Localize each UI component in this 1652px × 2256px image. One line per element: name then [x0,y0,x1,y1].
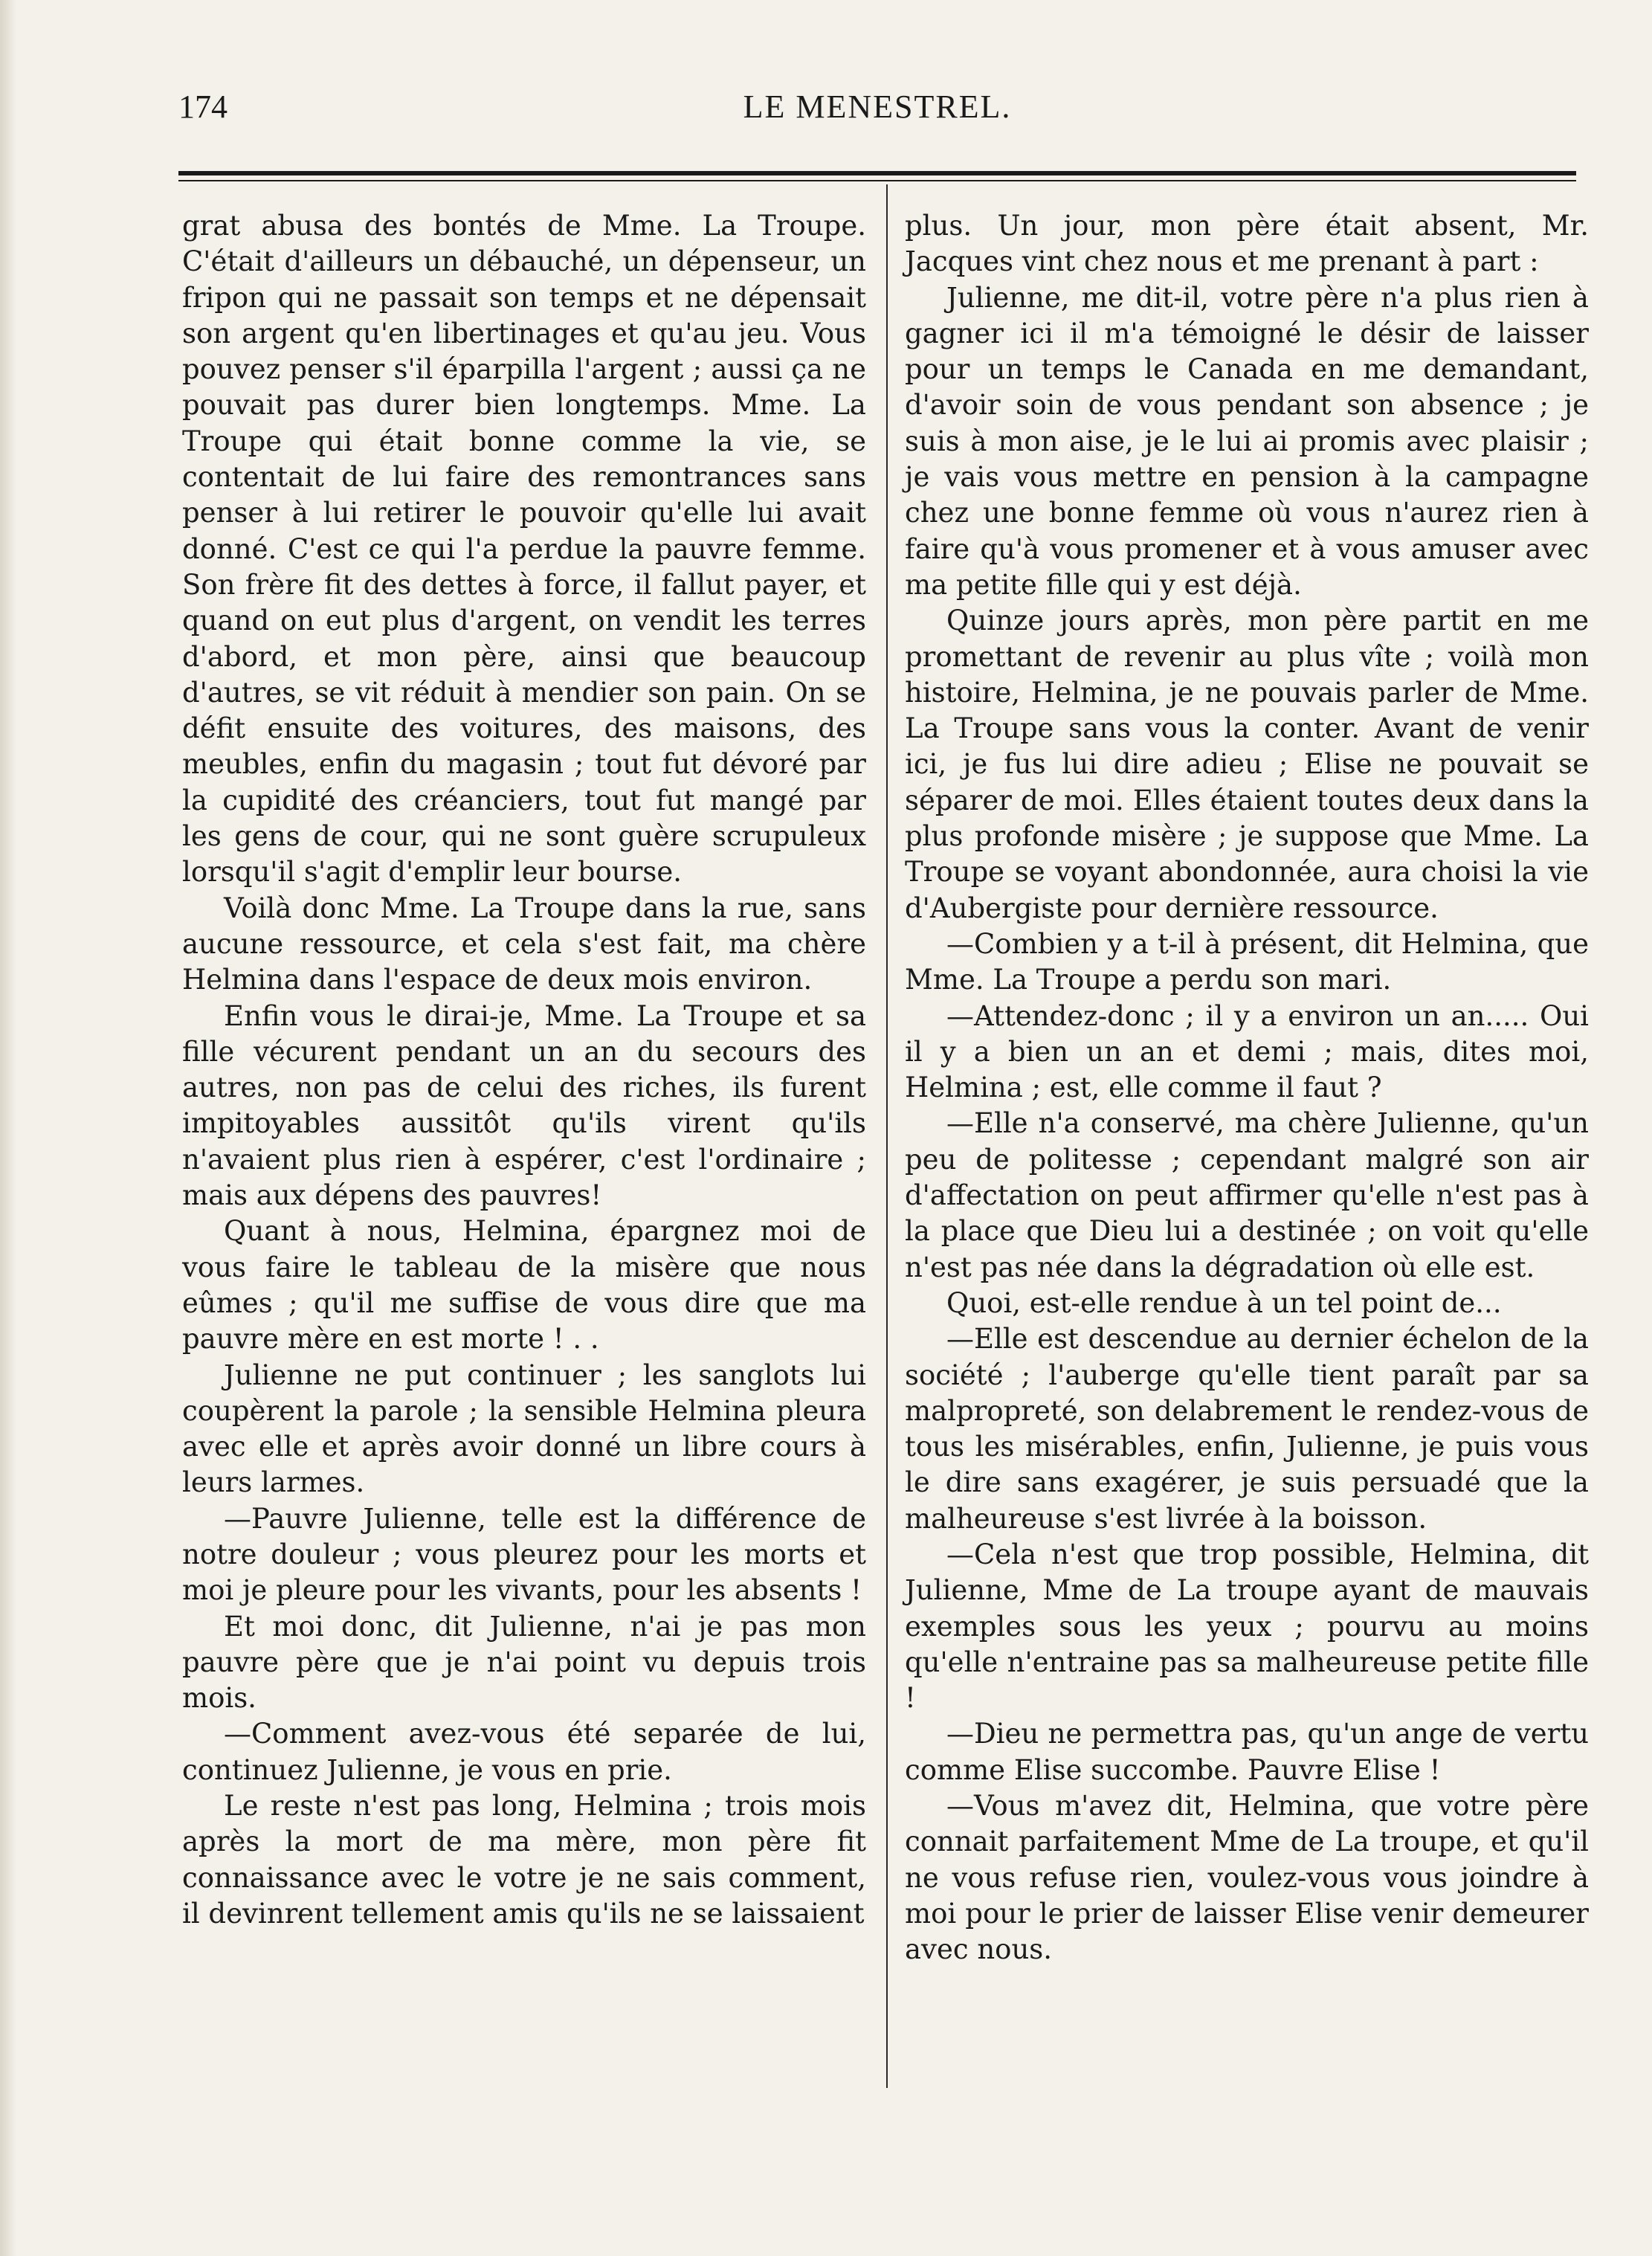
paragraph: Julienne ne put continuer ; les sanglots lui coupèrent la parole ; la sensible Helmina pleura avec elle et après avoir donné un libre cours à leurs larmes. [182,1359,866,1499]
journal-title: LE MENESTREL. [743,88,1012,125]
paragraph: —Dieu ne permettra pas, qu'un ange de vertu comme Elise succombe. Pauvre Elise ! [905,1718,1589,1786]
paragraph: —Vous m'avez dit, Helmina, que votre père connait parfaitement Mme de La troupe, et qu'il ne vous refuse rien, voulez-vous vous joindre à moi pour le prier de laisser Elise venir demeurer avec nous. [905,1790,1589,1966]
paragraph: plus. Un jour, mon père était absent, Mr. Jacques vint chez nous et me prenant à part : [905,210,1589,278]
paragraph: Quant à nous, Helmina, épargnez moi de vous faire le tableau de la misère que nous eûmes ; qu'il me suffise de vous dire que ma pauvre mère en est morte ! . . [182,1215,866,1356]
paragraph: Et moi donc, dit Julienne, n'ai je pas mon pauvre père que je n'ai point vu depuis trois mois. [182,1610,866,1715]
paragraph: —Comment avez-vous été separée de lui, continuez Julienne, je vous en prie. [182,1718,866,1786]
paragraph: Enfin vous le dirai-je, Mme. La Troupe et sa fille vécurent pendant un an du secours des autres, non pas de celui des riches, ils furent impitoyables aussitôt qu'ils virent qu'ils n'avaient plus rien à espérer, c'est l'ordinaire ; mais aux dépens des pauvres! [182,999,866,1212]
paragraph: —Elle est descendue au dernier échelon de la société ; l'auberge qu'elle tient paraît par sa malpropreté, son delabrement le rendez-vous de tous les misérables, enfin, Julienne, je puis vous le dire sans exagérer, je suis persuadé que la malheureuse s'est livrée à la boisson. [905,1323,1589,1535]
header-rule-thin [178,180,1576,181]
left-column [182,208,866,1932]
paragraph: Voilà donc Mme. La Troupe dans la rue, sans aucune ressource, et cela s'est fait, ma chère Helmina dans l'espace de deux mois environ. [182,892,866,996]
header-rule-thick [178,171,1576,175]
paragraph: Quinze jours après, mon père partit en me promettant de revenir au plus vîte ; voilà mon histoire, Helmina, je ne pouvais parler de Mme. La Troupe sans vous la conter. Avant de venir ici, je fus lui dire adieu ; Elise ne pouvait se séparer de moi. Elles étaient toutes deux dans la plus profonde misère ; je suppose que Mme. La Troupe se voyant abondonnée, aura choisi la vie d'Aubergiste pour dernière ressource. [905,605,1589,924]
paragraph: —Cela n'est que trop possible, Helmina, dit Julienne, Mme de La troupe ayant de mauvais exemples sous les yeux ; pourvu au moins qu'elle n'entraine pas sa malheureuse petite fille ! [905,1538,1589,1715]
column-divider [886,184,888,2088]
paragraph: —Attendez-donc ; il y a environ un an..... Oui il y a bien un an et demi ; mais, dites moi, Helmina ; est, elle comme il faut ? [905,999,1589,1104]
paragraph: —Combien y a t-il à présent, dit Helmina, que Mme. La Troupe a perdu son mari. [905,927,1589,996]
paragraph: —Pauvre Julienne, telle est la différence de notre douleur ; vous pleurez pour les morts et moi je pleure pour les vivants, pour les absents ! [182,1502,866,1607]
paragraph: Julienne, me dit-il, votre père n'a plus rien à gagner ici il m'a témoigné le désir de laisser pour un temps le Canada en me demandant, d'avoir soin de vous pendant son absence ; je suis à mon aise, je le lui ai promis avec plaisir ; je vais vous mettre en pension à la campagne chez une bonne femme où vous n'aurez rien à faire qu'à vous promener et à vous amuser avec ma petite fille qui y est déjà. [905,281,1589,601]
page-number: 174 [178,88,228,125]
paragraph: —Elle n'a conservé, ma chère Julienne, qu'un peu de politesse ; cependant malgré son air d'affectation on peut affirmer qu'elle n'est pas à la place que Dieu lui a destinée ; on voit qu'elle n'est pas née dans la dégradation où elle est. [905,1107,1589,1283]
paragraph: Quoi, est-elle rendue à un tel point de... [946,1286,1502,1319]
paragraph: grat abusa des bontés de Mme. La Troupe. C'était d'ailleurs un débauché, un dépenseur, un fripon qui ne passait son temps et ne dépensait son argent qu'en libertinages et qu'au jeu. Vous pouvez penser s'il éparpilla l'argent ; aussi ça ne pouvait pas durer bien longtemps. Mme. La Troupe qui était bonne comme la vie, se contentait de lui faire des remontrances sans penser à lui retirer le pouvoir qu'elle lui avait donné. C'est ce qui l'a perdue la pauvre femme. Son frère fit des dettes à force, il fallut payer, et quand on eut plus d'argent, on vendit les terres d'abord, et mon père, ainsi que beaucoup d'autres, se vit réduit à mendier son pain. On se défit ensuite des voitures, des maisons, des meubles, enfin du magasin ; tout fut dévoré par la cupidité des créanciers, tout fut mangé par les gens de cour, qui ne sont guère scrupuleux lorsqu'il s'agit d'emplir leur bourse. [182,210,866,889]
paragraph: Le reste n'est pas long, Helmina ; trois mois après la mort de ma mère, mon père fit connaissance avec le votre je ne sais comment, il devinrent tellement amis qu'ils ne se laissaient [182,1790,866,1930]
scan-edge-shadow [0,0,16,2256]
page-header [178,88,1576,140]
right-column [905,208,1589,1968]
